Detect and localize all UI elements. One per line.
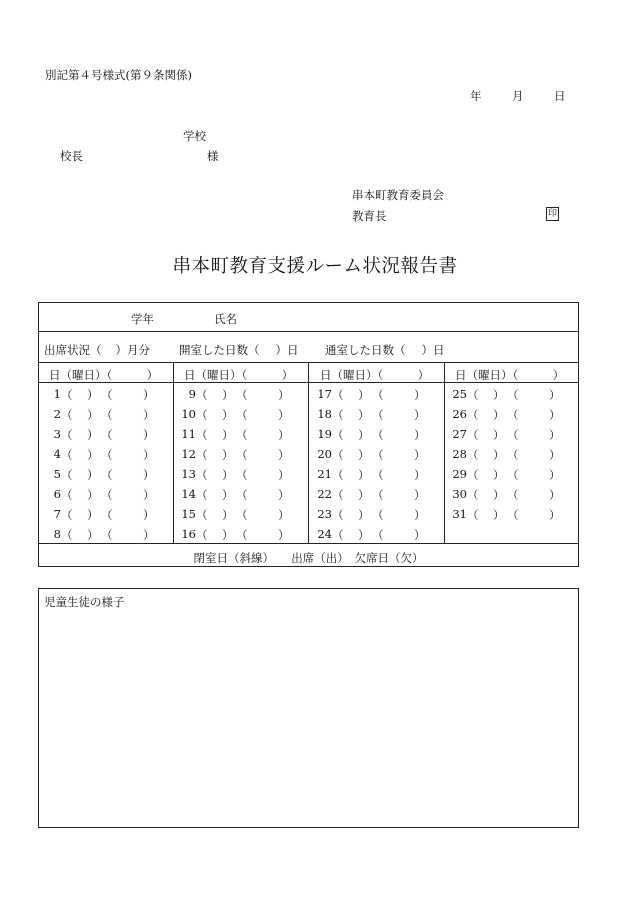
issuer-title: 教育長 — [352, 209, 387, 223]
paren-open: （ — [507, 448, 519, 462]
paren-close: ） — [493, 468, 505, 482]
paren-open: （ — [236, 468, 248, 482]
date-day: 日 — [554, 89, 566, 103]
paren-close: ） — [87, 488, 99, 502]
paren-close: ） — [549, 488, 561, 502]
paren-close: ） — [222, 488, 234, 502]
paren-open: （ — [61, 448, 73, 462]
open-days: 開室した日数（ ）日 — [179, 343, 299, 357]
date-year: 年 — [470, 89, 482, 103]
school-label: 学校 — [183, 129, 206, 143]
paren-open: （ — [101, 448, 113, 462]
paren-close: ） — [278, 408, 290, 422]
paren-close: ） — [143, 428, 155, 442]
paren-open: （ — [332, 528, 344, 542]
paren-close: ） — [222, 528, 234, 542]
paren-close: ） — [414, 448, 426, 462]
day-number: 17 — [317, 387, 332, 401]
day-number: 18 — [317, 407, 332, 421]
paren-close: ） — [278, 528, 290, 542]
paren-close: ） — [87, 528, 99, 542]
paren-close: ） — [493, 488, 505, 502]
paren-close: ） — [414, 388, 426, 402]
paren-open: （ — [467, 388, 479, 402]
date-month: 月 — [512, 89, 524, 103]
paren-open: （ — [61, 428, 73, 442]
notes-box[interactable] — [38, 588, 579, 828]
paren-close: ） — [358, 428, 370, 442]
paren-close: ） — [414, 468, 426, 482]
paren-open: （ — [196, 528, 208, 542]
paren-close: ） — [87, 408, 99, 422]
paren-close: ） — [493, 448, 505, 462]
paren-open: （ — [332, 388, 344, 402]
paren-open: （ — [236, 408, 248, 422]
paren-open: （ — [372, 488, 384, 502]
day-number: 21 — [317, 467, 332, 481]
paren-close: ） — [222, 408, 234, 422]
paren-close: ） — [143, 408, 155, 422]
paren-close: ） — [143, 488, 155, 502]
honorific-sama: 様 — [207, 149, 219, 163]
paren-open: （ — [196, 488, 208, 502]
paren-open: （ — [61, 408, 73, 422]
issuer-organization: 串本町教育委員会 — [352, 188, 444, 202]
paren-close: ） — [414, 428, 426, 442]
grade-label: 学年 — [131, 312, 154, 326]
paren-close: ） — [358, 468, 370, 482]
paren-close: ） — [549, 388, 561, 402]
paren-close: ） — [143, 528, 155, 542]
document-title: 串本町教育支援ルーム状況報告書 — [172, 256, 458, 277]
paren-close: ） — [278, 508, 290, 522]
day-number: 11 — [181, 427, 196, 441]
table-rule — [39, 543, 578, 544]
paren-open: （ — [61, 488, 73, 502]
paren-close: ） — [87, 468, 99, 482]
paren-open: （ — [467, 408, 479, 422]
paren-open: （ — [101, 388, 113, 402]
paren-open: （ — [372, 448, 384, 462]
table-rule — [173, 362, 174, 543]
paren-close: ） — [278, 488, 290, 502]
day-number: 8 — [53, 527, 61, 541]
day-number: 2 — [53, 407, 61, 421]
paren-close: ） — [222, 508, 234, 522]
paren-open: （ — [467, 468, 479, 482]
paren-open: （ — [236, 388, 248, 402]
name-label: 氏名 — [214, 312, 237, 326]
paren-open: （ — [332, 488, 344, 502]
paren-open: （ — [196, 388, 208, 402]
day-number: 4 — [53, 447, 61, 461]
seal-mark: 印 — [547, 209, 557, 219]
paren-open: （ — [332, 448, 344, 462]
paren-close: ） — [358, 448, 370, 462]
table-rule — [308, 362, 309, 543]
paren-open: （ — [61, 528, 73, 542]
paren-open: （ — [507, 468, 519, 482]
paren-open: （ — [236, 488, 248, 502]
paren-open: （ — [467, 508, 479, 522]
paren-open: （ — [467, 448, 479, 462]
paren-close: ） — [493, 388, 505, 402]
day-number: 24 — [317, 527, 332, 541]
day-number: 1 — [53, 387, 61, 401]
day-number: 31 — [452, 507, 467, 521]
paren-close: ） — [414, 508, 426, 522]
table-rule — [444, 362, 445, 543]
paren-close: ） — [358, 488, 370, 502]
attendance-month: 出席状況（ ）月分 — [44, 343, 150, 357]
paren-open: （ — [332, 508, 344, 522]
paren-open: （ — [61, 388, 73, 402]
day-number: 28 — [452, 447, 467, 461]
day-number: 12 — [181, 447, 196, 461]
paren-close: ） — [414, 488, 426, 502]
day-number: 7 — [53, 507, 61, 521]
column-header: 日（曜日）（ ） — [184, 368, 294, 382]
notes-label: 児童生徒の様子 — [44, 595, 125, 609]
paren-open: （ — [467, 428, 479, 442]
paren-open: （ — [372, 528, 384, 542]
paren-open: （ — [372, 428, 384, 442]
paren-open: （ — [372, 408, 384, 422]
paren-close: ） — [222, 468, 234, 482]
paren-open: （ — [507, 428, 519, 442]
day-number: 10 — [181, 407, 196, 421]
paren-close: ） — [143, 468, 155, 482]
paren-close: ） — [493, 508, 505, 522]
day-number: 5 — [53, 467, 61, 481]
attended-days: 通室した日数（ ）日 — [325, 343, 445, 357]
principal-label: 校長 — [60, 149, 83, 163]
paren-open: （ — [332, 408, 344, 422]
paren-close: ） — [222, 388, 234, 402]
paren-close: ） — [222, 448, 234, 462]
legend: 閉室日（斜線） 出席（出） 欠席日（欠） — [193, 551, 424, 565]
paren-close: ） — [358, 528, 370, 542]
day-number: 16 — [181, 527, 196, 541]
paren-close: ） — [358, 408, 370, 422]
paren-open: （ — [196, 468, 208, 482]
paren-close: ） — [493, 428, 505, 442]
paren-open: （ — [236, 528, 248, 542]
day-number: 25 — [452, 387, 467, 401]
paren-open: （ — [236, 508, 248, 522]
paren-close: ） — [143, 508, 155, 522]
paren-close: ） — [358, 388, 370, 402]
paren-open: （ — [196, 508, 208, 522]
paren-close: ） — [222, 428, 234, 442]
paren-close: ） — [549, 408, 561, 422]
paren-close: ） — [549, 428, 561, 442]
paren-close: ） — [358, 508, 370, 522]
paren-open: （ — [332, 468, 344, 482]
paren-close: ） — [493, 408, 505, 422]
table-rule — [39, 331, 578, 332]
paren-open: （ — [101, 468, 113, 482]
form-reference: 別記第４号様式(第９条関係) — [45, 68, 192, 82]
paren-close: ） — [278, 468, 290, 482]
column-header: 日（曜日）（ ） — [49, 368, 159, 382]
paren-open: （ — [61, 508, 73, 522]
paren-open: （ — [467, 488, 479, 502]
paren-open: （ — [507, 508, 519, 522]
paren-open: （ — [372, 468, 384, 482]
day-number: 22 — [317, 487, 332, 501]
day-number: 6 — [53, 487, 61, 501]
paren-open: （ — [196, 448, 208, 462]
paren-open: （ — [101, 508, 113, 522]
paren-open: （ — [196, 408, 208, 422]
day-number: 3 — [53, 427, 61, 441]
paren-open: （ — [101, 428, 113, 442]
paren-close: ） — [549, 448, 561, 462]
day-number: 13 — [181, 467, 196, 481]
day-number: 9 — [188, 387, 196, 401]
attendance-table — [38, 302, 579, 567]
paren-close: ） — [87, 448, 99, 462]
paren-open: （ — [101, 488, 113, 502]
paren-open: （ — [332, 428, 344, 442]
paren-close: ） — [549, 508, 561, 522]
paren-open: （ — [196, 428, 208, 442]
paren-close: ） — [414, 528, 426, 542]
paren-close: ） — [143, 388, 155, 402]
paren-open: （ — [236, 448, 248, 462]
day-number: 26 — [452, 407, 467, 421]
paren-open: （ — [101, 408, 113, 422]
paren-close: ） — [549, 468, 561, 482]
day-number: 23 — [317, 507, 332, 521]
paren-close: ） — [278, 448, 290, 462]
paren-open: （ — [507, 488, 519, 502]
day-number: 14 — [181, 487, 196, 501]
paren-close: ） — [278, 388, 290, 402]
day-number: 30 — [452, 487, 467, 501]
paren-open: （ — [101, 528, 113, 542]
paren-close: ） — [143, 448, 155, 462]
paren-open: （ — [507, 408, 519, 422]
day-number: 15 — [181, 507, 196, 521]
paren-close: ） — [414, 408, 426, 422]
paren-open: （ — [372, 388, 384, 402]
paren-close: ） — [278, 428, 290, 442]
paren-open: （ — [61, 468, 73, 482]
paren-open: （ — [236, 428, 248, 442]
paren-close: ） — [87, 428, 99, 442]
paren-close: ） — [87, 508, 99, 522]
paren-close: ） — [87, 388, 99, 402]
day-number: 27 — [452, 427, 467, 441]
column-header: 日（曜日）（ ） — [320, 368, 430, 382]
paren-open: （ — [507, 388, 519, 402]
paren-open: （ — [372, 508, 384, 522]
day-number: 19 — [317, 427, 332, 441]
day-number: 29 — [452, 467, 467, 481]
column-header: 日（曜日）（ ） — [455, 368, 565, 382]
day-number: 20 — [317, 447, 332, 461]
